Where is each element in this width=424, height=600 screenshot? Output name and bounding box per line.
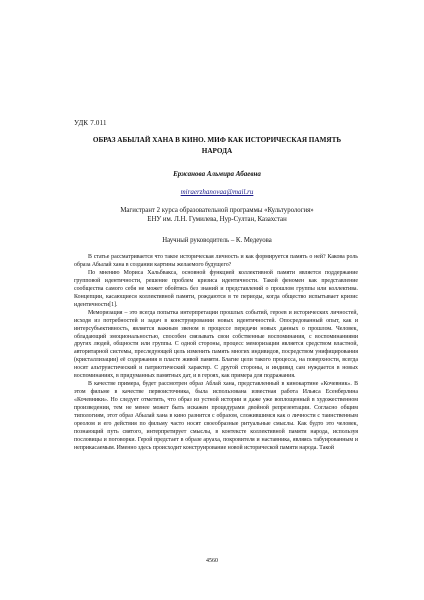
title-line-2: НАРОДА [201, 146, 233, 155]
author-name: Ержанова Альмира Абаевна [173, 170, 261, 178]
supervisor: Научный руководитель – К. Медеуова [162, 237, 272, 244]
affiliation-line-2: ЕНУ им. Л.Н. Гумилева, Нур-Султан, Казахстан [147, 216, 287, 224]
affiliation [66, 206, 368, 225]
paragraph-1: В статье рассматривается что такое историческая личность и как формируется память о ней? Какова роль образа Абылай хана в создании картины желаемого будущего? [74, 254, 358, 268]
paragraph-3: Меморизация – это всегда попытка интерпретации прошлых событий, героев и исторических личностей, исходя из потребностей и задач в конструировании новых идентичностей. Опосредованный опыт, как и интерсубъективность, является важным звеном в процессе передачи новых данных о прошлом. Человек, обладающий эмоциональностью, способен связывать свои собственные воспоминания, с воспоминаниями других людей, общности или группы. С одной стороны, процесс меморизации является средством властной, авторитарной системы, преследующей цель изменить память многих индивидов, посредством унифицирования (кристаллизации) её содержания в пласте живой памяти. Благие цели такого процесса, на поверхности, всегда носят альтруистический и патриотический характер. С другой стороны, и индивид сам нуждается в новых воспоминаниях, в придуманных памятных дат, и в героях, как примера для подражания. [74, 309, 358, 380]
author-email-link[interactable]: miraerzhanovaa@mail.ru [180, 188, 254, 196]
page-number: 4560 [206, 558, 218, 564]
paragraph-2: По мнению Мориса Хальбвакса, основной функцией коллективной памяти является поддержание групповой идентичности, решение проблем кризиса идентичности. Такой феномен как представление сообщества самого себя не может обойтись без знаний и представлений о прошлом группы или коллектива. Концепции, касающиеся коллективной памяти, рождаются в те периоды, когда общество испытывает кризис идентичности[1]. [74, 269, 358, 308]
paragraph-4: В качестве примера, будет рассмотрен образ Аблай хана, представленный в кинокартине «Кочевник». В этом фильме в качестве первоисточника, была использована известная работа Ильяса Есенберлина «Кочевники». Но следует отметить, что образ из устной истории и даже уже воплощенный в художественном произведении, тем не менее может быть искажен процедурами двойной репрезентации. Согласно общим типологиям, этот образ Абылай хана в кино разнится с образом, сложившимся как о личности с таинственным ореолом и его действия по фильму часто носят своеобразные ритуальные смыслы. Как будто это человек, познающий путь святого, интерпретирует смыслы, в контексте коллективной памяти народа, используя пословицы и поговорки. Герой предстает в образе аруаха, покровителя и наставника, являясь табуированным и неприкасаемым. Именно здесь происходит конструирование новой исторической памяти народа. Такой [74, 381, 358, 451]
title-line-1: ОБРАЗ АБЫЛАЙ ХАНА В КИНО. МИФ КАК ИСТОРИЧЕСКАЯ ПАМЯТЬ [92, 136, 342, 144]
article-body [74, 254, 358, 453]
article-title [66, 135, 368, 156]
affiliation-line-1: Магистрант 2 курса образовательной программы «Культурология» [120, 207, 314, 214]
udk-code: УДК 7.011 [74, 119, 107, 127]
